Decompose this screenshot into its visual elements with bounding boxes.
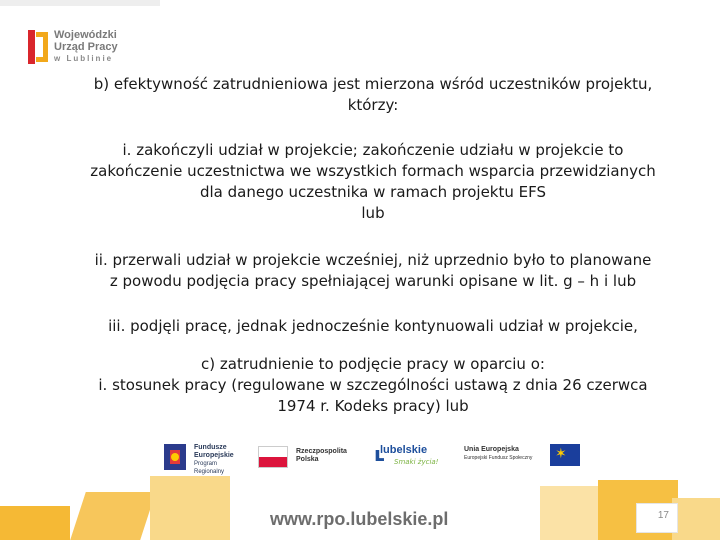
logo-line3: w Lublinie — [54, 54, 114, 63]
footer-url: www.rpo.lubelskie.pl — [270, 509, 449, 529]
footer-decoration — [150, 476, 230, 540]
page-number: 17 — [657, 510, 669, 521]
ue-line1: Unia Europejska — [464, 446, 519, 453]
eu-flag-icon: ✶ — [550, 444, 580, 466]
wup-logo-text — [54, 29, 118, 65]
footer-decoration — [672, 498, 720, 540]
funding-logos-bar — [152, 436, 582, 480]
item-ii-block — [58, 250, 688, 292]
item-i-line: dla danego uczestnika w ramach projektu EFS — [199, 183, 547, 201]
lubelskie-logo — [372, 436, 462, 480]
lubelskie-name: lubelskie — [380, 444, 428, 456]
section-c-line: i. stosunek pracy (regulowane w szczególności ustawą z dnia 26 czerwca — [98, 376, 648, 394]
ue-line2: Europejski Fundusz Społeczny — [464, 455, 533, 461]
polish-flag-icon — [258, 446, 288, 468]
fe-line2: Europejskie — [194, 452, 234, 459]
intro-line: którzy: — [347, 96, 399, 114]
fe-line1: Fundusze — [194, 444, 227, 451]
top-edge-line — [0, 0, 160, 6]
rp-line2: Polska — [296, 456, 319, 463]
item-ii-line: z powodu podjęcia pracy spełniającej warunki opisane w lit. g – h i lub — [109, 272, 637, 290]
unia-europejska-logo — [464, 436, 582, 480]
item-i-line: i. zakończyli udział w projekcie; zakończenie udziału w projekcie to — [122, 141, 624, 159]
wup-logo-mark-icon — [28, 30, 48, 64]
footer-banner — [0, 476, 720, 540]
item-i-line: zakończenie uczestnictwa we wszystkich formach wsparcia przewidzianych — [90, 162, 656, 180]
fundusze-europejskie-logo — [162, 436, 242, 480]
logo-line2: Urząd Pracy — [54, 41, 118, 53]
section-c-line: 1974 r. Kodeks pracy) lub — [277, 397, 469, 415]
lubelskie-slogan: Smaki życia! — [394, 458, 439, 466]
lubelskie-mark-icon: ʟ — [374, 442, 385, 466]
item-i-block — [58, 140, 688, 224]
fe-line3: Program Regionalny — [194, 461, 225, 475]
item-ii-line: ii. przerwali udział w projekcie wcześniej, niż uprzednio było to planowane — [94, 251, 652, 269]
footer-decoration — [0, 506, 70, 540]
item-iii-block — [58, 316, 688, 337]
rp-line1: Rzeczpospolita — [296, 448, 347, 455]
fe-star-icon — [164, 444, 186, 470]
rzeczpospolita-polska-logo — [256, 436, 356, 480]
item-i-line: lub — [361, 204, 385, 222]
wup-logo — [28, 30, 138, 66]
footer-decoration — [70, 492, 156, 540]
section-c-line: c) zatrudnienie to podjęcie pracy w oparciu o: — [201, 355, 545, 373]
footer-decoration — [540, 486, 598, 540]
section-c-block — [58, 354, 688, 417]
logo-line1: Wojewódzki — [54, 29, 117, 41]
intro-line: b) efektywność zatrudnieniowa jest mierzona wśród uczestników projektu, — [93, 75, 653, 93]
intro-block — [58, 74, 688, 116]
page-number-box — [636, 503, 678, 533]
item-iii-line: iii. podjęli pracę, jednak jednocześnie kontynuowali udział w projekcie, — [108, 317, 638, 335]
